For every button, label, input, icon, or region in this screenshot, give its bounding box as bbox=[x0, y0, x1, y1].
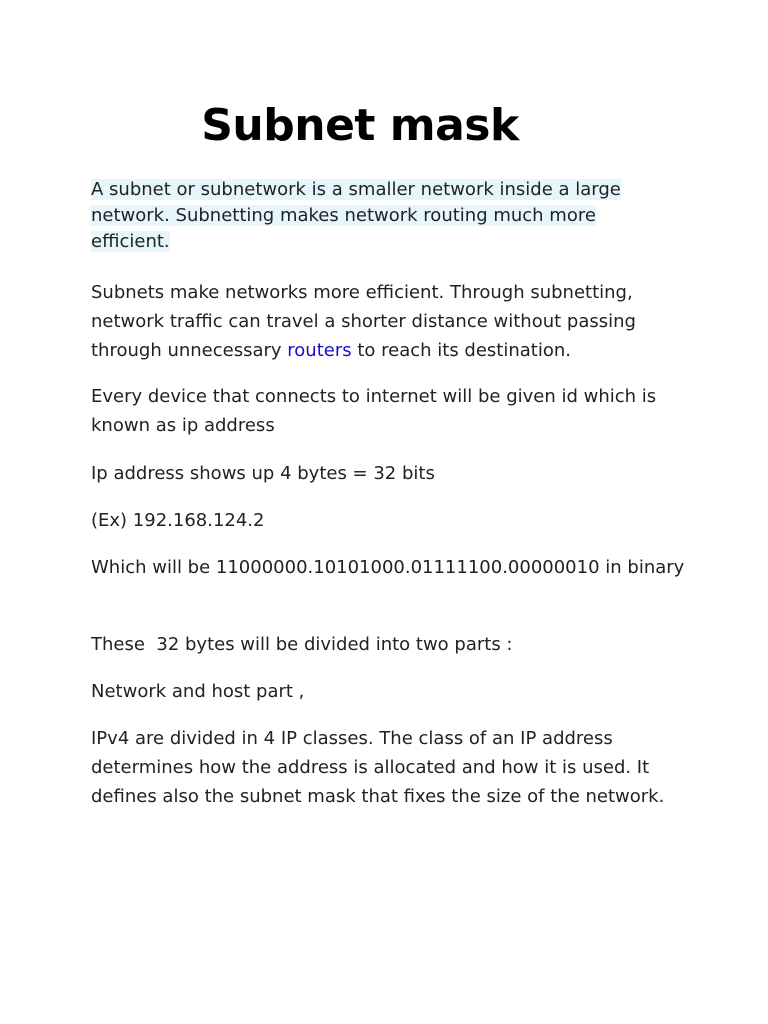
routers-link[interactable]: routers bbox=[287, 340, 352, 361]
highlighted-text: A subnet or subnetwork is a smaller network inside a large network. Subnetting makes network routing much more efficient. bbox=[91, 179, 621, 252]
paragraph-parts: Network and host part , bbox=[91, 681, 305, 702]
paragraph-example: (Ex) 192.168.124.2 bbox=[91, 510, 265, 531]
paragraph-ip-classes: IPv4 are divided in 4 IP classes. The class of an IP address determines how the address is allocated and how it is used. It defines also the subnet mask that fixes the size of the network. bbox=[91, 728, 665, 807]
intro-paragraph bbox=[91, 177, 651, 255]
paragraph-text-after-link: to reach its destination. bbox=[351, 340, 572, 361]
paragraph-bytes: Ip address shows up 4 bytes = 32 bits bbox=[91, 463, 435, 484]
paragraph-divided: These 32 bytes will be divided into two parts : bbox=[91, 634, 513, 655]
paragraph-text-before-link: Subnets make networks more efficient. Through subnetting, network traffic can travel a shorter distance without passing through unnecessary bbox=[91, 282, 636, 361]
paragraph-subnets-efficiency bbox=[91, 278, 691, 365]
paragraph-binary: Which will be 11000000.10101000.01111100.00000010 in binary bbox=[91, 557, 685, 578]
page-title: Subnet mask bbox=[201, 100, 519, 151]
paragraph-ip-id: Every device that connects to internet will be given id which is known as ip address bbox=[91, 386, 657, 436]
